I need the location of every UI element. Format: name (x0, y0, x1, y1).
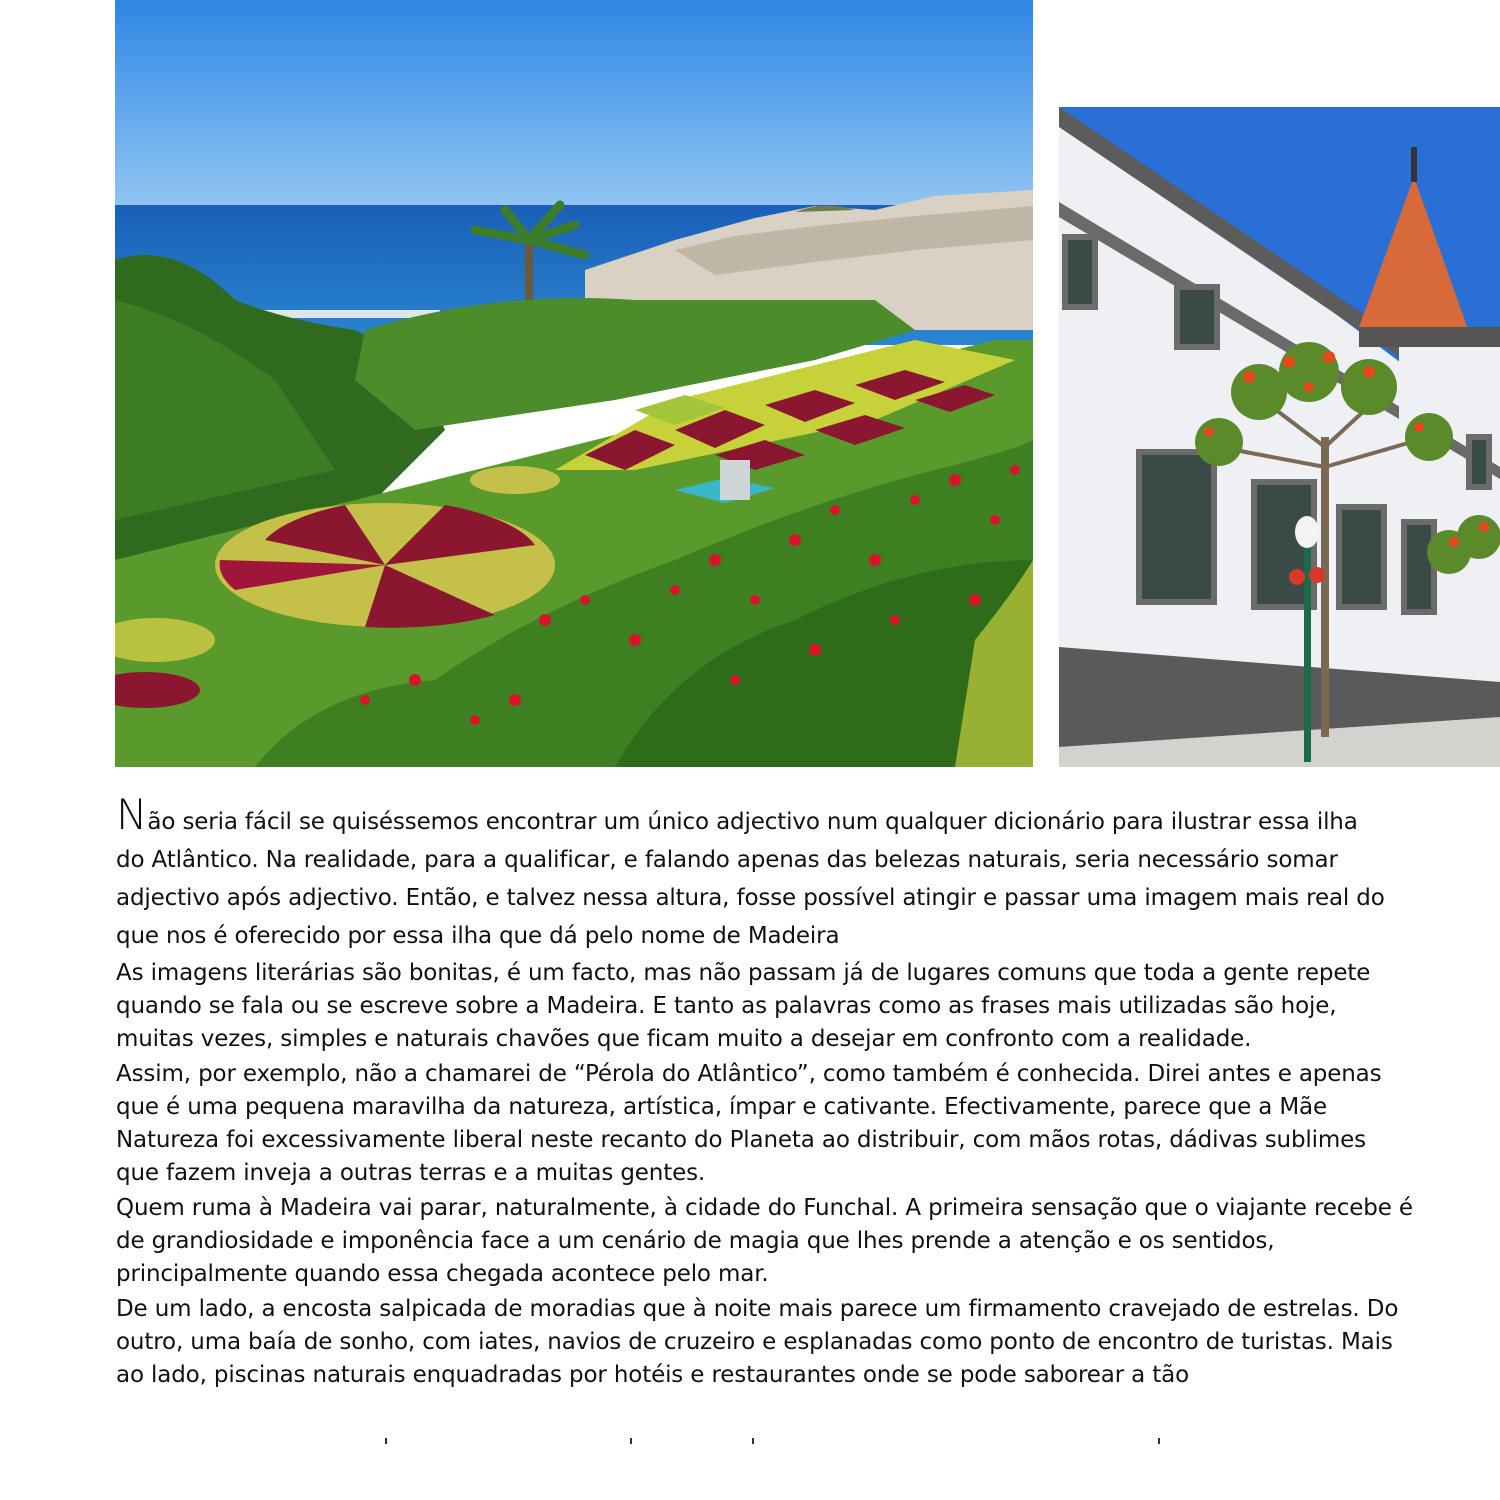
text-fragment (630, 1438, 632, 1444)
paragraph-1-rest: do Atlântico. Na realidade, para a qualificar, e falando apenas das belezas naturais, seria necessário somar adjectivo após adjectivo. Então, e talvez nessa altura, fosse possível atingir e passar uma imagem mais real do que nos é oferecido por essa ilha que dá pelo nome de Madeira (116, 847, 1385, 949)
paragraph-2: As imagens literárias são bonitas, é um facto, mas não passam já de lugares comuns que toda a gente repete quando se fala ou se escreve sobre a Madeira. E tanto as palavras como as frases mais utilizadas são hoje, muitas vezes, simples e naturais chavões que ficam muito a desejar em confronto com a realidade. (116, 960, 1371, 1052)
paragraph-3: Assim, por exemplo, não a chamarei de “Pérola do Atlântico”, como também é conhecida. Direi antes e apenas que é uma pequena maravilha da natureza, artística, ímpar e cativante. Efectivamente, parece que a Mãe Natureza foi excessivamente liberal neste recanto do Planeta ao distribuir, com mãos rotas, dádivas sublimes que fazem inveja a outras terras e a muitas gentes. (116, 1061, 1382, 1186)
text-fragment (1158, 1438, 1160, 1444)
building-photo (1059, 107, 1500, 767)
article-body (116, 790, 1416, 1394)
text-fragment (752, 1438, 754, 1444)
paragraph-5: De um lado, a encosta salpicada de moradias que à noite mais parece um firmamento cravejado de estrelas. Do outro, uma baía de sonho, com iates, navios de cruzeiro e esplanadas como ponto de encontro de turistas. Mais ao lado, piscinas naturais enquadradas por hotéis e restaurantes onde se pode saborear a tão (116, 1296, 1399, 1388)
paragraph-1 (116, 790, 1416, 955)
cut-off-next-line (0, 1430, 1500, 1450)
text-fragment (385, 1438, 387, 1444)
paragraph-4: Quem ruma à Madeira vai parar, naturalmente, à cidade do Funchal. A primeira sensação que o viajante recebe é de grandiosidade e imponência face a um cenário de magia que lhes prende a atenção e os sentidos, principalmente quando essa chegada acontece pelo mar. (116, 1195, 1413, 1287)
drop-cap: N (116, 790, 148, 839)
paragraph-1-first-line: ão seria fácil se quiséssemos encontrar um único adjectivo num qualquer dicionário para ilustrar essa ilha (147, 809, 1358, 835)
garden-photo (115, 0, 1033, 767)
building-photo-illustration (1059, 107, 1500, 767)
garden-photo-illustration (115, 0, 1033, 767)
